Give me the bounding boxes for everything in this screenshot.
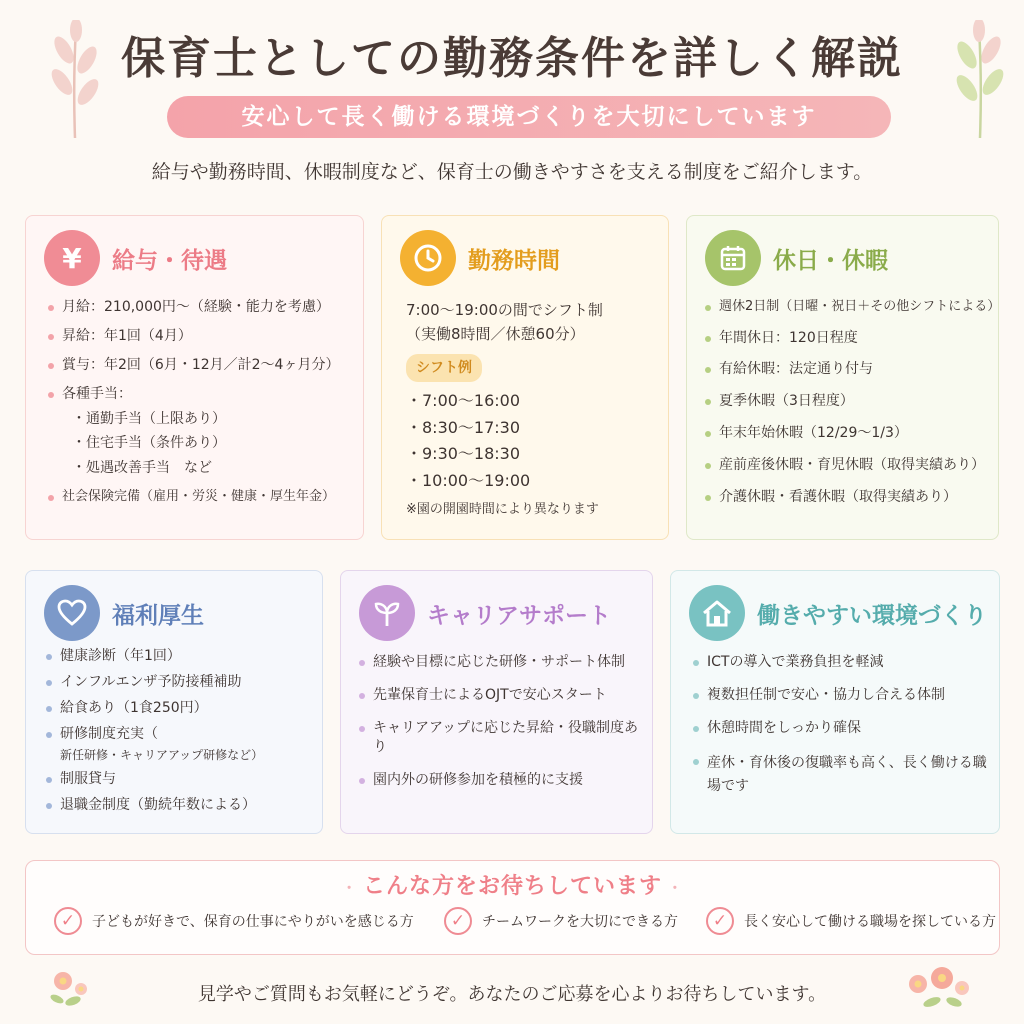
clock-icon (400, 230, 456, 286)
list-item: 給食あり（1食250円） (46, 699, 318, 718)
house-icon (689, 585, 745, 641)
salary-card-title: 給与・待遇 (112, 247, 227, 274)
list-item: 先輩保育士によるOJTで安心スタート (359, 686, 651, 705)
salary-card (25, 215, 364, 540)
list-item: 週休2日制（日曜・祝日＋その他シフトによる） (705, 298, 997, 316)
list-item: 月給：210,000円～（経験・能力を考慮） (48, 298, 358, 317)
career-support-card-title: キャリアサポート (427, 602, 611, 629)
hours-note: ※園の開園時間により異なります (406, 501, 599, 517)
check-icon: ✓ (706, 907, 734, 935)
allowance-item: ・通勤手当（上限あり） (72, 410, 226, 427)
shift-system-text: 7:00～19:00の間でシフト制 (406, 301, 603, 319)
wanted-item: ✓ 長く安心して働ける職場を探している方 (706, 907, 996, 935)
career-support-card (340, 570, 653, 834)
welfare-card-title: 福利厚生 (112, 602, 204, 629)
work-hours-card (381, 215, 669, 540)
wanted-item: ✓ チームワークを大切にできる方 (444, 907, 678, 935)
working-hours-text: （実働8時間／休憩60分） (406, 325, 585, 343)
training-detail: 新任研修・キャリアアップ研修など） (60, 747, 264, 762)
work-environment-card (670, 570, 1000, 834)
list-item: 各種手当： ・通勤手当（上限あり） ・住宅手当（条件あり） ・処遇改善手当 など (48, 385, 358, 479)
list-item: 社会保険完備（雇用・労災・健康・厚生年金） (48, 488, 358, 506)
yen-icon: ¥ (44, 230, 100, 286)
page-title: 保育士としての勤務条件を詳しく解説 (121, 33, 903, 84)
wanted-section (25, 860, 1000, 955)
list-item: 退職金制度（勤続年数による） (46, 796, 318, 815)
list-item: 昇給：年1回（4月） (48, 327, 358, 346)
list-item: 年末年始休暇（12/29～1/3） (705, 424, 997, 443)
shift-item: ・10:00～19:00 (406, 470, 531, 490)
allowance-item: ・処遇改善手当 など (72, 460, 212, 477)
list-item: 研修制度充実（ 新任研修・キャリアアップ研修など） (46, 725, 318, 763)
check-icon: ✓ (444, 907, 472, 935)
shift-example-tag: シフト例 (406, 354, 482, 382)
footer-message: 見学やご質問もお気軽にどうぞ。あなたのご応募を心よりお待ちしています。 (197, 984, 827, 1005)
intro-text: 給与や勤務時間、休暇制度など、保育士の働きやすさを支える制度をご紹介します。 (151, 161, 873, 183)
holidays-card (686, 215, 999, 540)
list-item: 健康診断（年1回） (46, 647, 318, 666)
work-environment-card-title: 働きやすい環境づくり (757, 602, 987, 629)
work-hours-card-title: 勤務時間 (468, 247, 560, 274)
allowance-item: ・住宅手当（条件あり） (72, 435, 226, 452)
welfare-card (25, 570, 323, 834)
list-item: ICTの導入で業務負担を軽減 (693, 653, 993, 672)
subtitle-banner: 安心して長く働ける環境づくりを大切にしています (167, 96, 891, 138)
list-item: 制服貸与 (46, 770, 318, 789)
calendar-icon (705, 230, 761, 286)
check-icon: ✓ (54, 907, 82, 935)
list-item: 休憩時間をしっかり確保 (693, 719, 993, 738)
list-item: 産前産後休暇・育児休暇（取得実績あり） (705, 456, 997, 475)
shift-item: ・7:00～16:00 (406, 391, 521, 411)
sprout-icon (359, 585, 415, 641)
wanted-title: ・ こんな方をお待ちしています ・ (342, 874, 683, 899)
list-item: 産休・育休後の復職率も高く、長く働ける職場です (693, 752, 993, 800)
list-item: 賞与：年2回（6月・12月／計2～4ヶ月分） (48, 356, 358, 375)
list-item: インフルエンザ予防接種補助 (46, 673, 318, 692)
shift-item: ・9:30～18:30 (406, 444, 521, 464)
heart-icon (44, 585, 100, 641)
list-item: 園内外の研修参加を積極的に支援 (359, 771, 651, 790)
holidays-card-title: 休日・休暇 (773, 247, 888, 274)
list-item: 複数担任制で安心・協力し合える体制 (693, 686, 993, 705)
list-item: 介護休暇・看護休暇（取得実績あり） (705, 488, 997, 507)
shift-item: ・8:30～17:30 (406, 417, 521, 437)
wanted-item: ✓ 子どもが好きで、保育の仕事にやりがいを感じる方 (54, 907, 414, 935)
list-item: 有給休暇：法定通り付与 (705, 360, 997, 379)
list-item: 年間休日：120日程度 (705, 329, 997, 348)
list-item: キャリアアップに応じた昇給・役職制度あり (359, 719, 651, 757)
list-item: 夏季休暇（3日程度） (705, 392, 997, 411)
list-item: 経験や目標に応じた研修・サポート体制 (359, 653, 651, 672)
